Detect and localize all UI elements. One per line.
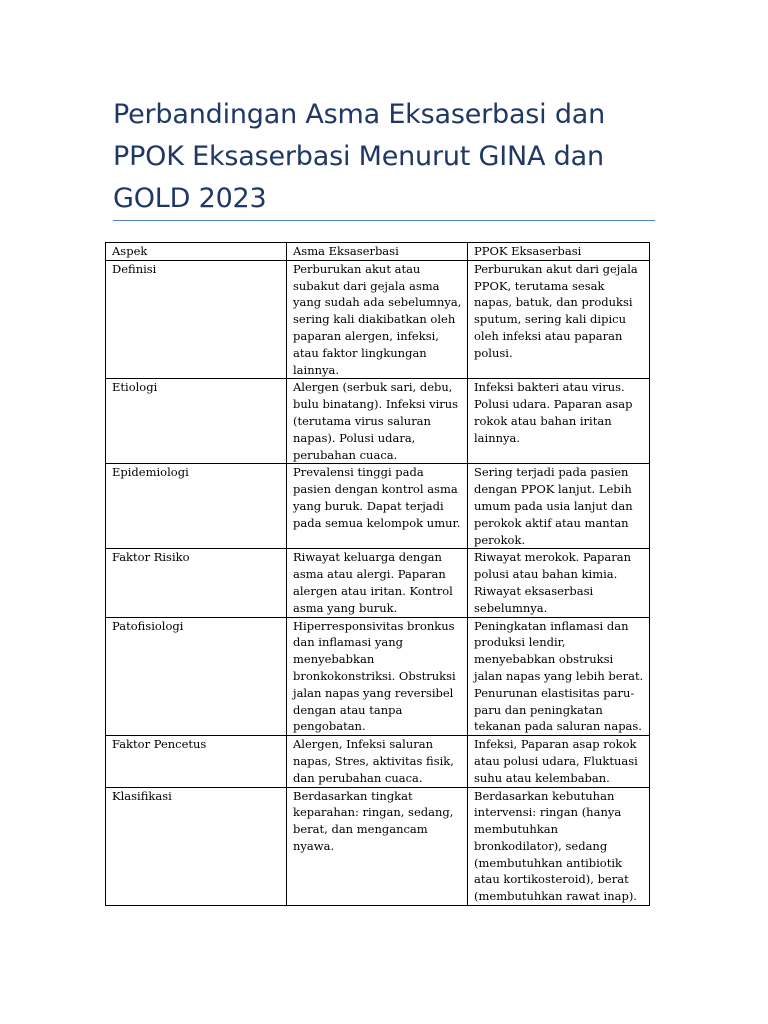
table-header-row	[106, 243, 650, 261]
ppok-cell: Perburukan akut dari gejala PPOK, terutama sesak napas, batuk, dan produksi sputum, sering kali dipicu oleh infeksi atau paparan polusi.	[468, 260, 650, 379]
asma-cell: Prevalensi tinggi pada pasien dengan kontrol asma yang buruk. Dapat terjadi pada semua kelompok umur.	[287, 464, 468, 549]
table-row	[106, 549, 650, 617]
table-row	[106, 260, 650, 379]
row-label: Epidemiologi	[106, 464, 287, 549]
ppok-cell: Berdasarkan kebutuhan intervensi: ringan (hanya membutuhkan bronkodilator), sedang (membutuhkan antibiotik atau kortikosteroid), berat (membutuhkan rawat inap).	[468, 787, 650, 906]
table-row	[106, 464, 650, 549]
table-row	[106, 736, 650, 787]
asma-cell: Hiperresponsivitas bronkus dan inflamasi yang menyebabkan bronkokonstriksi. Obstruksi jalan napas yang reversibel dengan atau tanpa pengobatan.	[287, 617, 468, 736]
document-title: Perbandingan Asma Eksaserbasi dan PPOK Eksaserbasi Menurut GINA dan GOLD 2023	[113, 99, 606, 214]
asma-cell: Alergen, Infeksi saluran napas, Stres, aktivitas fisik, dan perubahan cuaca.	[287, 736, 468, 787]
title-underline	[113, 220, 655, 221]
ppok-cell: Peningkatan inflamasi dan produksi lendir, menyebabkan obstruksi jalan napas yang lebih berat. Penurunan elastisitas paru-paru dan peningkatan tekanan pada saluran napas.	[468, 617, 650, 736]
header-cell-asma: Asma Eksaserbasi	[287, 243, 468, 261]
table-row	[106, 787, 650, 906]
asma-cell: Perburukan akut atau subakut dari gejala asma yang sudah ada sebelumnya, sering kali diakibatkan oleh paparan alergen, infeksi, atau faktor lingkungan lainnya.	[287, 260, 468, 379]
asma-cell: Alergen (serbuk sari, debu, bulu binatang). Infeksi virus (terutama virus saluran napas). Polusi udara, perubahan cuaca.	[287, 379, 468, 464]
row-label: Etiologi	[106, 379, 287, 464]
header-cell-ppok: PPOK Eksaserbasi	[468, 243, 650, 261]
asma-cell: Riwayat keluarga dengan asma atau alergi. Paparan alergen atau iritan. Kontrol asma yang buruk.	[287, 549, 468, 617]
header-cell-aspek: Aspek	[106, 243, 287, 261]
ppok-cell: Riwayat merokok. Paparan polusi atau bahan kimia. Riwayat eksaserbasi sebelumnya.	[468, 549, 650, 617]
row-label: Faktor Pencetus	[106, 736, 287, 787]
table-row	[106, 379, 650, 464]
asma-cell: Berdasarkan tingkat keparahan: ringan, sedang, berat, dan mengancam nyawa.	[287, 787, 468, 906]
table-row	[106, 617, 650, 736]
ppok-cell: Sering terjadi pada pasien dengan PPOK lanjut. Lebih umum pada usia lanjut dan perokok aktif atau mantan perokok.	[468, 464, 650, 549]
ppok-cell: Infeksi, Paparan asap rokok atau polusi udara, Fluktuasi suhu atau kelembaban.	[468, 736, 650, 787]
row-label: Faktor Risiko	[106, 549, 287, 617]
ppok-cell: Infeksi bakteri atau virus. Polusi udara. Paparan asap rokok atau bahan iritan lainnya.	[468, 379, 650, 464]
row-label: Klasifikasi	[106, 787, 287, 906]
row-label: Patofisiologi	[106, 617, 287, 736]
row-label: Definisi	[106, 260, 287, 379]
comparison-table	[105, 242, 650, 906]
